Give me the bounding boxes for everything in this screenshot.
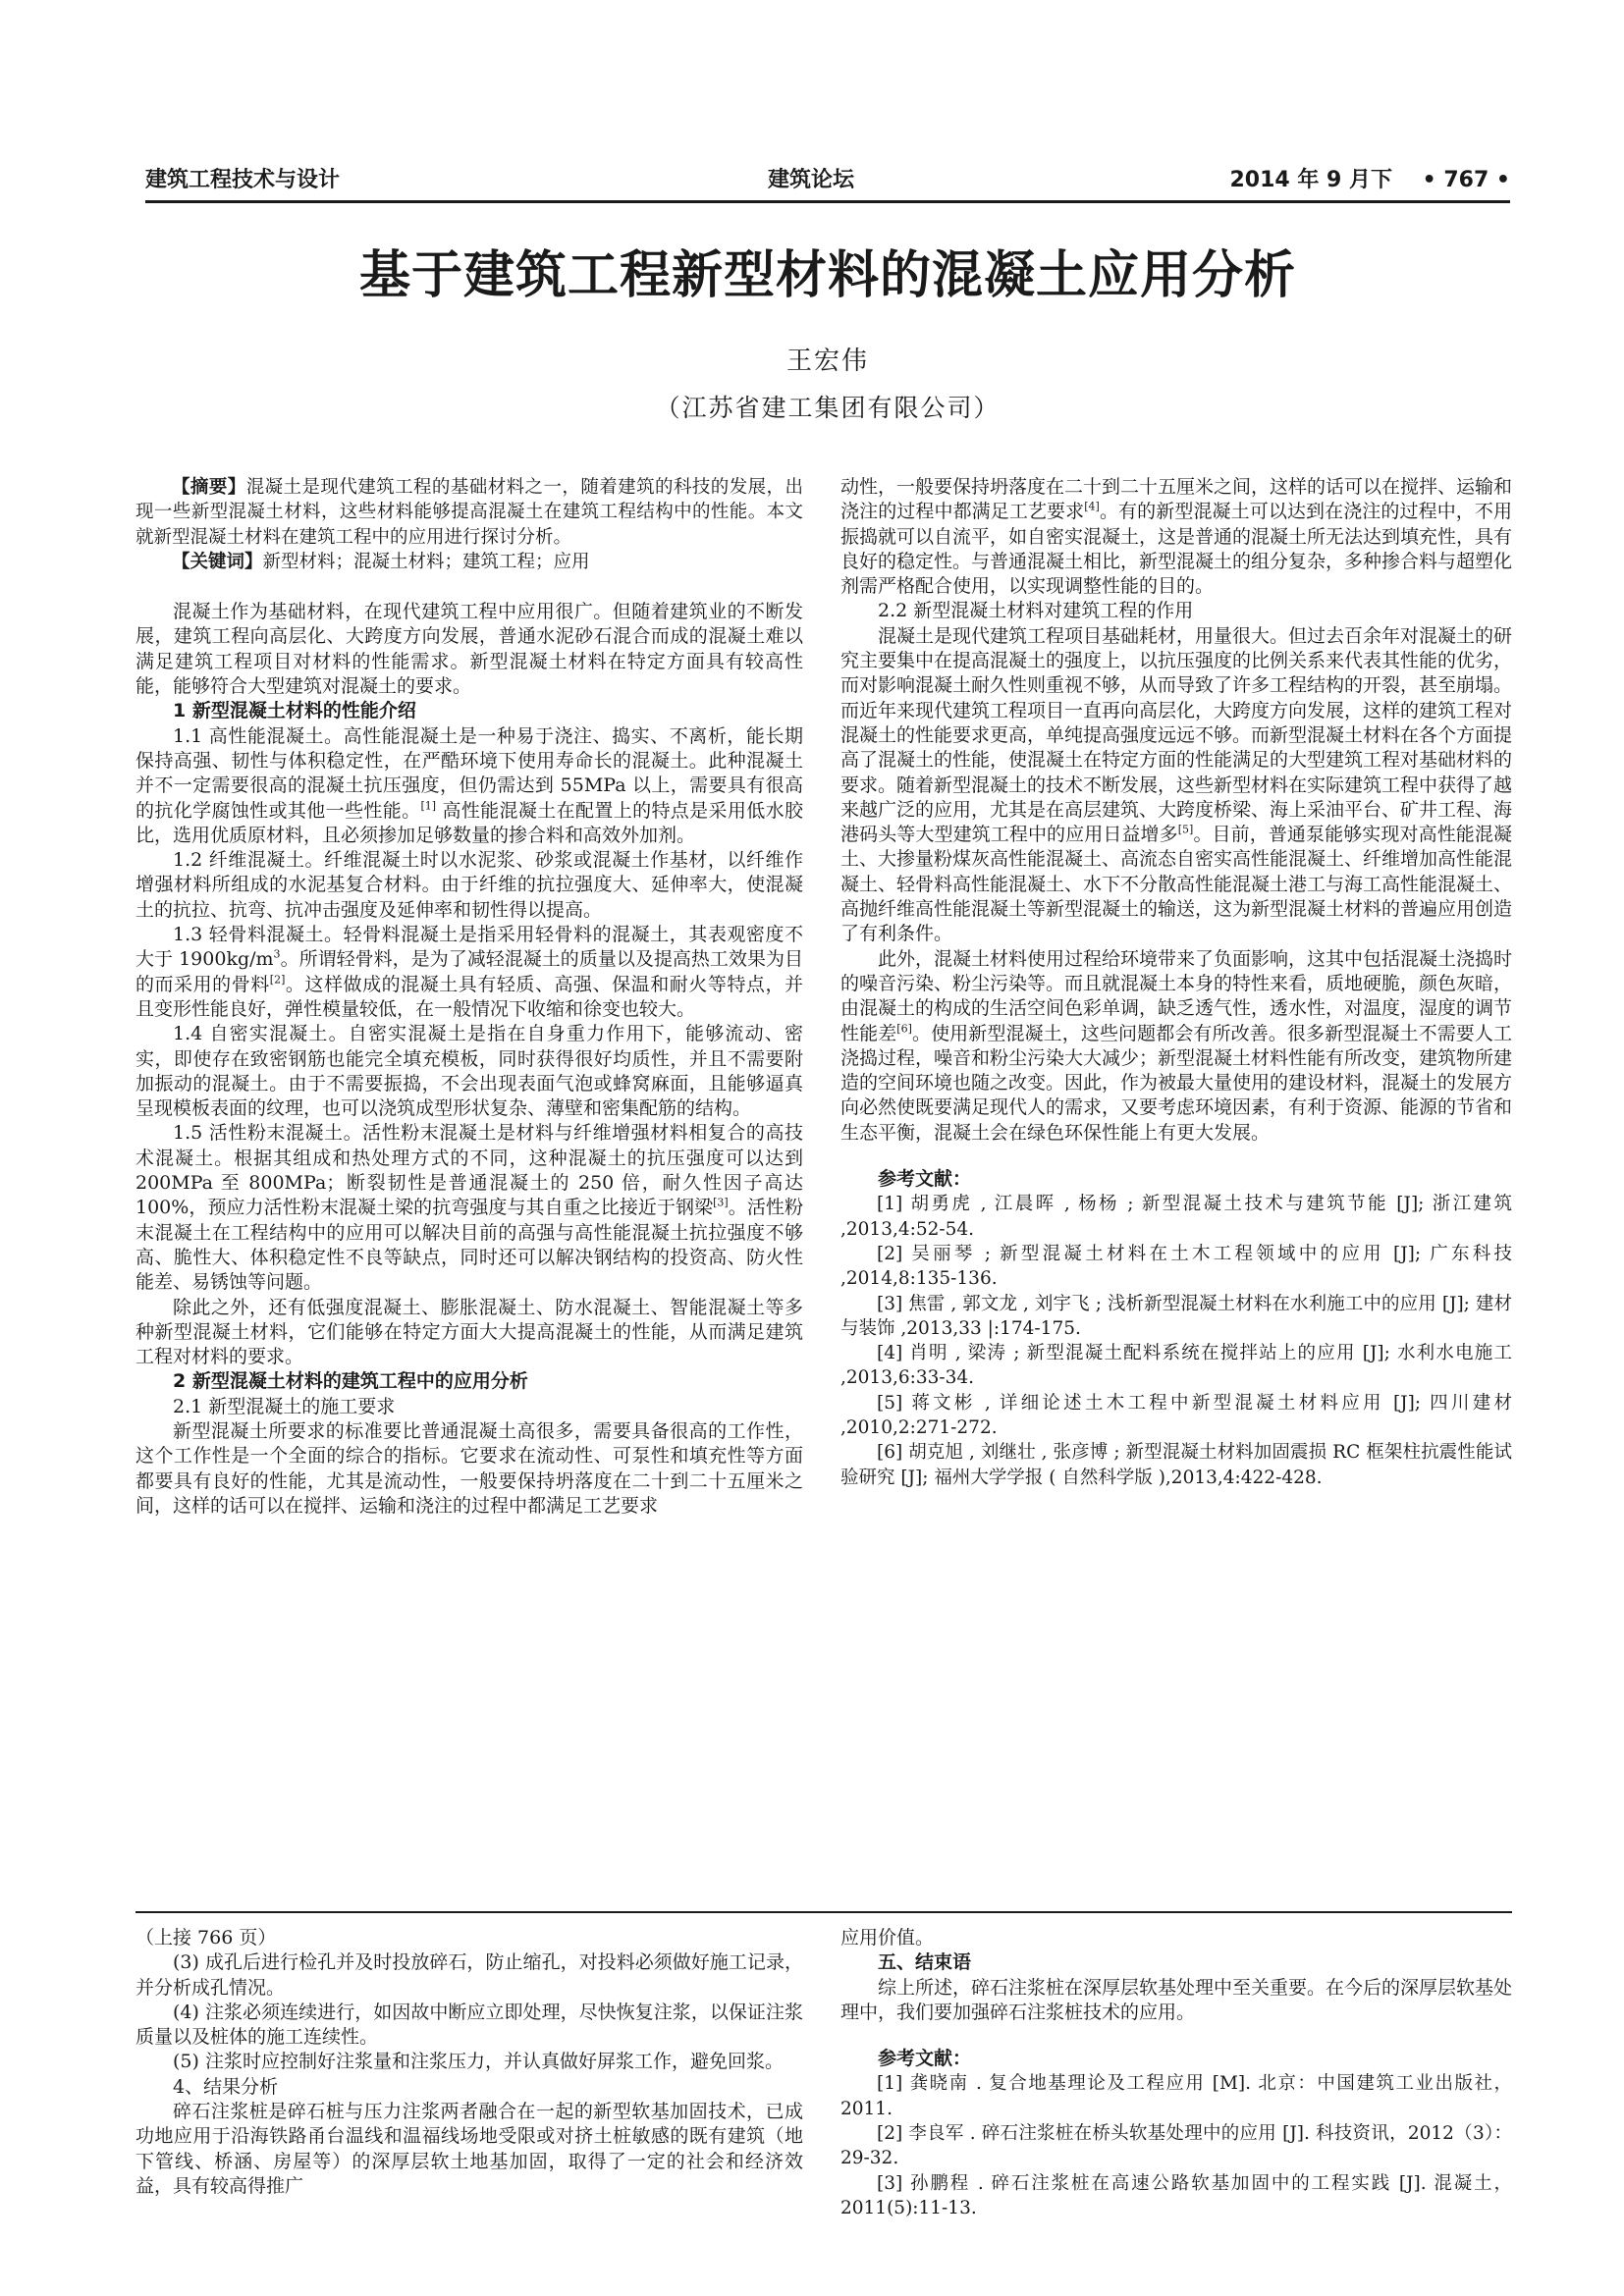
paragraph-2-3 (840, 947, 1512, 1146)
header-rule (145, 200, 1510, 203)
keywords-label: 【关键词】 (172, 551, 263, 572)
affiliation: （江苏省建工集团有限公司） (655, 394, 1001, 422)
citation-6: [6] (896, 1022, 912, 1036)
intro-paragraph: 混凝土作为基础材料，在现代建筑工程中应用很广。但随着建筑业的不断发展，建筑工程向高层化、大跨度方向发展，普通水泥砂石混合而成的混凝土难以满足建筑工程项目对材料的性能需求。新型混凝土材料在特定方面具有较高性能，能够符合大型建筑对混凝土的要求。 (135, 601, 803, 698)
journal-name: 建筑工程技术与设计 (145, 168, 341, 192)
article-title: 基于建筑工程新型材料的混凝土应用分析 (358, 245, 1296, 305)
paragraph-1-2: 1.2 纤维混凝土。纤维混凝土时以水泥浆、砂浆或混凝土作基材，以纤维作增强材料所组成的水泥基复合材料。由于纤维的抗拉强度大、延伸率大，使混凝土的抗拉、抗弯、抗冲击强度及延伸率和韧性得以提高。 (135, 849, 803, 921)
paragraph-2-1-part-1: 新型混凝土所要求的标准要比普通混凝土高很多，需要具备很高的工作性，这个工作性是一个全面的综合的指标。它要求在流动性、可泵性和填充性等方面都要具有良好的性能，尤其是流动性，一般要保持坍落度在二十到二十五厘米之间，这样的话可以在搅拌、运输和浇注的过程中都满足工艺要求 (135, 1419, 803, 1517)
text-run: 1.3 轻骨料混凝土。轻骨料混凝土是指采用轻骨料的混凝土，其表观密度不大于 1900kg/m (135, 924, 803, 971)
reference-item: [1] 龚晓南 . 复合地基理论及工程应用 [M]. 北京：中国建筑工业出版社，2011. (840, 2073, 1512, 2119)
issue-and-page (1229, 163, 1510, 193)
section-heading-5: 五、结束语 (878, 1951, 972, 1974)
continued-note: （上接 766 页） (135, 1927, 277, 1949)
section-heading-2: 2 新型混凝土材料的建筑工程中的应用分析 (173, 1370, 528, 1393)
reference-item: [5] 蒋文彬 , 详细论述土木工程中新型混凝土材料应用 [J]; 四川建材 ,2010,2:271-272. (840, 1392, 1512, 1438)
reference-item: [2] 李良军 . 碎石注浆桩在桥头软基处理中的应用 [J]. 科技资讯，2012（3）：29-32. (840, 2123, 1512, 2169)
section-heading-1: 1 新型混凝土材料的性能介绍 (173, 700, 416, 722)
continued-paragraph-5: (5) 注浆时应控制好注浆量和注浆压力，并认真做好屏浆工作，避免回浆。 (173, 2051, 784, 2073)
subsection-heading-2-2: 2.2 新型混凝土材料对建筑工程的作用 (878, 600, 1194, 622)
paragraph-1-1 (135, 724, 803, 848)
references-heading: 参考文献： (878, 1168, 972, 1191)
continued-paragraph-7: 综上所述，碎石注浆桩在深厚层软基处理中至关重要。在今后的深厚层软基处理中，我们要加强碎石注浆桩技术的应用。 (840, 1976, 1513, 2023)
reference-item: [6] 胡克旭 , 刘继壮 , 张彦博 ; 新型混凝土材料加固震损 RC 框架柱抗震性能试验研究 [J]; 福州大学学报 ( 自然科学版 ),2013,4:422-428. (840, 1442, 1512, 1488)
continued-paragraph-3: (3) 成孔后进行检孔并及时投放碎石，防止缩孔，对投料必须做好施工记录，并分析成孔情况。 (135, 1951, 803, 1999)
text-run: 动性，一般要保持坍落度在二十到二十五厘米之间，这样的话可以在搅拌、运输和浇注的过程中都满足工艺要求 (840, 476, 1513, 523)
text-run: 高性能混凝土在配置上的特点是采用低水胶比，选用优质原材料，且必须掺加足够数量的掺合料和高效外加剂。 (135, 799, 803, 846)
text-run: 1.1 高性能混凝土。高性能混凝土是一种易于浇注、捣实、不离析，能长期保持高强、韧性与体积稳定性，在严酷环境下使用寿命长的混凝土。此种混凝土并不一定需要很高的混凝土抗压强度，但仍需达到 55MPa 以上，需要具有很高的抗化学腐蚀性或其他一些性能。 (135, 724, 803, 822)
text-run: 。所谓轻骨料，是为了减轻混凝土的质量以及提高热工效果为目的而采用的骨料 (135, 948, 803, 995)
superscript-exponent: 3 (273, 948, 281, 962)
page-number: • 767 • (1422, 168, 1510, 192)
citation-4: [4] (1084, 500, 1100, 513)
paragraph-2-2 (840, 624, 1512, 947)
issue-date: 2014 年 9 月下 (1229, 168, 1392, 192)
abstract-text: 混凝土是现代建筑工程的基础材料之一，随着建筑的科技的发展，出现一些新型混凝土材料，这些材料能够提高混凝土在建筑工程结构中的性能。本文就新型混凝土材料在建筑工程中的应用进行探讨分析。 (135, 477, 803, 548)
spacer (135, 574, 803, 600)
section-heading-4: 4、结果分析 (173, 2075, 279, 2098)
references-heading-2: 参考文献： (878, 2048, 972, 2070)
keywords (135, 550, 803, 574)
reference-item: [3] 孙鹏程 . 碎石注浆桩在高速公路软基加固中的工程实践 [J]. 混凝土，2011(5):11-13. (840, 2172, 1512, 2218)
abstract-label: 【摘要】 (172, 477, 246, 498)
reference-item: [1] 胡勇虎 , 江晨晖 , 杨杨 ; 新型混凝土技术与建筑节能 [J]; 浙江建筑 ,2013,4:52-54. (840, 1194, 1512, 1240)
citation-1: [1] (420, 799, 437, 813)
continued-paragraph-4: (4) 注浆必须连续进行，如因故中断应立即处理，尽快恢复注浆，以保证注浆质量以及桩体的施工连续性。 (135, 2001, 803, 2049)
citation-2: [2] (269, 973, 286, 987)
abstract (135, 475, 803, 550)
text-run: 。目前，普通泵能够实现对高性能混凝土、大掺量粉煤灰高性能混凝土、高流态自密实高性能混凝土、纤维增加高性能混凝土、轻骨料高性能混凝土、水下不分散高性能混凝土港工与海工高性能混凝土、高抛纤维高性能混凝土等新型混凝土的输送，这为新型混凝土材料的普遍应用创造了有利条件。 (840, 824, 1513, 945)
keywords-text: 新型材料；混凝土材料；建筑工程；应用 (262, 551, 590, 572)
running-header (145, 163, 1510, 198)
citation-5: [5] (1177, 823, 1194, 836)
paragraph-1-6: 除此之外，还有低强度混凝土、膨胀混凝土、防水混凝土、智能混凝土等多种新型混凝土材料，它们能够在特定方面大大提高混凝土的性能，从而满足建筑工程对材料的要求。 (135, 1296, 803, 1368)
citation-3: [3] (713, 1196, 729, 1209)
text-run: 此外，混凝土材料使用过程给环境带来了负面影响，这其中包括混凝土浇捣时的噪音污染、粉尘污染等。而且就混凝土本身的特性来看，质地硬脆，颜色灰暗，由混凝土的构成的生活空间色彩单调，缺乏透气性，透水性，对温度，湿度的调节性能差 (840, 947, 1513, 1044)
reference-item: [4] 肖明 , 梁涛 ; 新型混凝土配料系统在搅拌站上的应用 [J]; 水利水电施工 ,2013,6:33-34. (840, 1343, 1512, 1389)
continued-right-column (840, 1926, 1512, 2220)
paragraph-1-4: 1.4 自密实混凝土。自密实混凝土是指在自身重力作用下，能够流动、密实，即使存在致密钢筋也能完全填充模板，同时获得很好均质性，并且不需要附加振动的混凝土。由于不需要振捣，不会出现表面气泡或蜂窝麻面，且能够逼真呈现模板表面的纹理，也可以浇筑成型形状复杂、薄壁和密集配筋的结构。 (135, 1023, 803, 1120)
paragraph-2-1-part-2 (840, 475, 1512, 599)
section-name: 建筑论坛 (768, 168, 855, 192)
paragraph-1-3 (135, 923, 803, 1022)
text-run: 。这样做成的混凝土具有轻质、高强、保温和耐火等特点，并且变形性能良好，弹性模量较低，在一般情况下收缩和徐变也较大。 (135, 973, 803, 1020)
text-run: 。使用新型混凝土，这些问题都会有所改善。很多新型混凝土不需要人工浇捣过程，噪音和粉尘污染大大减少；新型混凝土材料性能有所改变，建筑物所建造的空间环境也随之改变。因此，作为被最大量使用的建设材料，混凝土的发展方向必然使既要满足现代人的需求，又要考虑环境因素，有利于资源、能源的节省和生态平衡，混凝土会在绿色环保性能上有更大发展。 (840, 1022, 1513, 1144)
article-divider (135, 1911, 1512, 1913)
continued-left-column (135, 1926, 803, 2199)
author: 王宏伟 (785, 347, 869, 376)
subsection-heading-2-1: 2.1 新型混凝土的施工要求 (173, 1395, 396, 1417)
text-run: 。活性粉末混凝土在工程结构中的应用可以解决目前的高强与高性能混凝土抗拉强度不够高、脆性大、体积稳定性不良等缺点，同时还可以解决钢结构的投资高、防火性能差、易锈蚀等问题。 (135, 1197, 803, 1294)
text-run: 混凝土是现代建筑工程项目基础耗材，用量很大。但过去百余年对混凝土的研究主要集中在提高混凝土的强度上，以抗压强度的比例关系来代表其性能的优劣，而对影响混凝土耐久性则重视不够，从而导致了许多工程结构的开裂，甚至崩塌。而近年来现代建筑工程项目一直再向高层化，大跨度方向发展，这样的建筑工程对混凝土的性能要求更高，单纯提高强度远远不够。而新型混凝土材料在各个方面提高了混凝土的性能，使混凝土在特定方面的性能满足的大型建筑工程对基础材料的要求。随着新型混凝土的技术不断发展，这些新型材料在实际建筑工程中获得了越来越广泛的应用，尤其是在高层建筑、大跨度桥梁、海上采油平台、矿井工程、海港码头等大型建筑工程中的应用日益增多 (840, 624, 1513, 846)
right-column (840, 475, 1512, 1490)
paragraph-1-5 (135, 1121, 803, 1295)
text-run: 1.5 活性粉末混凝土。活性粉末混凝土是材料与纤维增强材料相复合的高技术混凝土。根据其组成和热处理方式的不同，这种混凝土的抗压强度可以达到 200MPa 至 800MPa；断裂韧性是普通混凝土的 250 倍，耐久性因子高达 100%，预应力活性粉末混凝土梁的抗弯强度与其自重之比接近于钢梁 (135, 1122, 803, 1219)
text-run: 。有的新型混凝土可以达到在浇注的过程中，不用振捣就可以自流平，如自密实混凝土，这是普通的混凝土所无法达到填充性，具有良好的稳定性。与普通混凝土相比，新型混凝土的组分复杂，多种掺合料与超塑化剂需严格配合使用，以实现调整性能的目的。 (840, 501, 1513, 598)
left-column (135, 475, 803, 1519)
continued-paragraph-6: 碎石注浆桩是碎石桩与压力注浆两者融合在一起的新型软基加固技术，已成功地应用于沿海铁路甬台温线和温福线场地受限或对挤土桩敏感的既有建筑（地下管线、桥涵、房屋等）的深厚层软土地基加固，取得了一定的社会和经济效益，具有较高得推广 (135, 2101, 803, 2197)
continued-paragraph-6-end: 应用价值。 (840, 1927, 935, 1949)
reference-item: [2] 吴丽琴 ; 新型混凝土材料在土木工程领域中的应用 [J]; 广东科技 ,2014,8:135-136. (840, 1243, 1512, 1290)
reference-item: [3] 焦雷 , 郭文龙 , 刘宇飞 ; 浅析新型混凝土材料在水利施工中的应用 [J]; 建材与装饰 ,2013,33 |:174-175. (840, 1293, 1512, 1339)
